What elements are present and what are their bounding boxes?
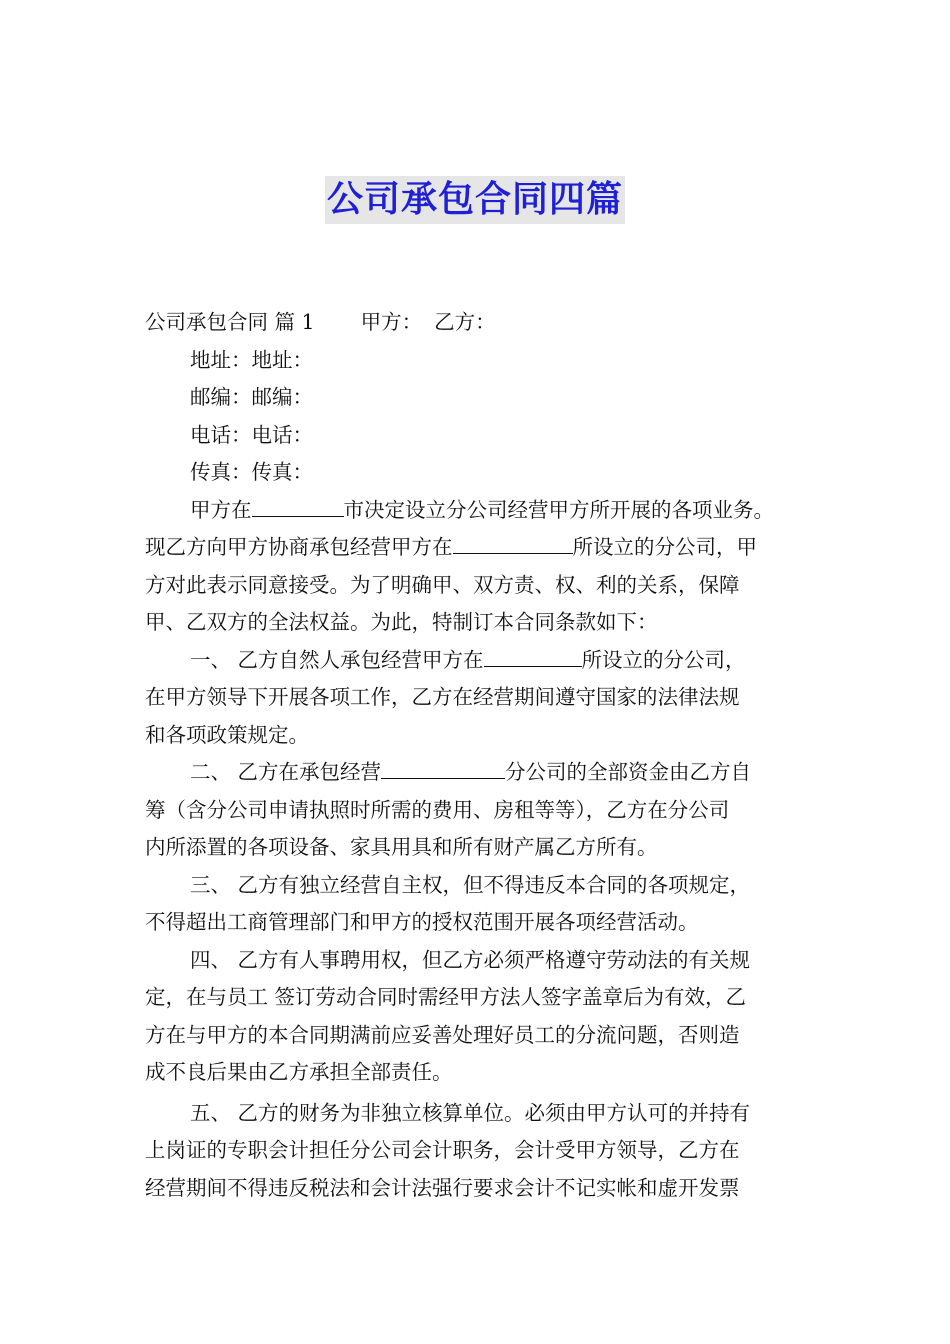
blank-underline [252, 494, 344, 517]
clause-1-line-1 [145, 642, 810, 680]
clause-4-line-1: 四、 乙方有人事聘用权，但乙方必须严格遵守劳动法的有关规 [190, 947, 751, 972]
field-label-b: 地址： [251, 347, 313, 372]
blank-underline [484, 644, 582, 667]
intro-line-3: 方对此表示同意接受。为了明确甲、双方责、权、利的关系，保障 [145, 572, 740, 597]
text-run: 现乙方向甲方协商承包经营甲方在 [145, 535, 453, 559]
field-label-a: 邮编： [190, 385, 252, 409]
text-run: 一、 乙方自然人承包经营甲方在 [190, 647, 484, 672]
field-label-a: 电话： [190, 422, 252, 447]
field-label-b: 传真： [251, 460, 313, 484]
header-line [145, 304, 810, 342]
clause-4-line-3: 方在与甲方的本合同期满前应妥善处理好员工的分流问题，否则造 [145, 1022, 740, 1047]
clause-5-line-1: 五、 乙方的财务为非独立核算单位。必须由甲方认可的并持有 [190, 1100, 751, 1125]
field-postcode [145, 379, 810, 417]
field-label-a: 地址： [190, 347, 252, 372]
intro-line-1 [145, 492, 810, 530]
clause-2-line-3: 内所添置的各项设备、家具用具和所有财产属乙方所有。 [145, 835, 658, 859]
document-title: 公司承包合同四篇 [325, 176, 625, 224]
clause-2-line-1 [145, 754, 810, 792]
clause-1-line-2: 在甲方领导下开展各项工作，乙方在经营期间遵守国家的法律法规 [145, 685, 740, 709]
field-label-b: 电话： [251, 422, 313, 447]
text-run: 市决定设立分公司经营甲方所开展的各项业务。 [343, 497, 774, 522]
field-label-b: 邮编： [251, 385, 313, 409]
party-b-label: 乙方： [434, 310, 496, 334]
blank-underline [381, 756, 505, 779]
field-fax [145, 454, 810, 492]
text-run: 所设立的分公司，甲 [572, 535, 757, 559]
section-heading: 公司承包合同 篇 1 [145, 310, 315, 334]
text-run: 二、 乙方在承包经营 [190, 760, 382, 784]
clause-3-line-1: 三、 乙方有独立经营自主权，但不得违反本合同的各项规定， [190, 872, 751, 897]
clause-3-line-2: 不得超出工商管理部门和甲方的授权范围开展各项经营活动。 [145, 910, 699, 934]
intro-line-2 [145, 529, 810, 567]
text-run: 分公司的全部资金由乙方自 [505, 760, 752, 784]
blank-underline [453, 531, 573, 554]
text-run: 所设立的分公司， [581, 647, 746, 672]
field-label-a: 传真： [190, 460, 252, 484]
intro-line-4: 甲、乙双方的全法权益。为此，特制订本合同条款如下： [145, 610, 658, 634]
clause-5-line-2: 上岗证的专职会计担任分公司会计职务，会计受甲方领导，乙方在 [145, 1138, 740, 1162]
clause-2-line-2: 筹（含分公司申请执照时所需的费用、房租等等），乙方在分公司 [145, 797, 730, 822]
field-address [145, 342, 810, 380]
document-body [145, 304, 810, 1207]
clause-4-line-4: 成不良后果由乙方承担全部责任。 [145, 1060, 453, 1084]
text-run: 甲方在 [190, 497, 252, 522]
clause-5-line-3: 经营期间不得违反税法和会计法强行要求会计不记实帐和虚开发票 [145, 1175, 740, 1200]
field-phone [145, 417, 810, 455]
clause-1-line-3: 和各项政策规定。 [145, 722, 309, 747]
title-container [0, 176, 950, 224]
party-a-label: 甲方： [360, 310, 423, 334]
clause-4-line-2: 定，在与员工 签订劳动合同时需经甲方法人签字盖章后为有效，乙 [145, 985, 747, 1009]
